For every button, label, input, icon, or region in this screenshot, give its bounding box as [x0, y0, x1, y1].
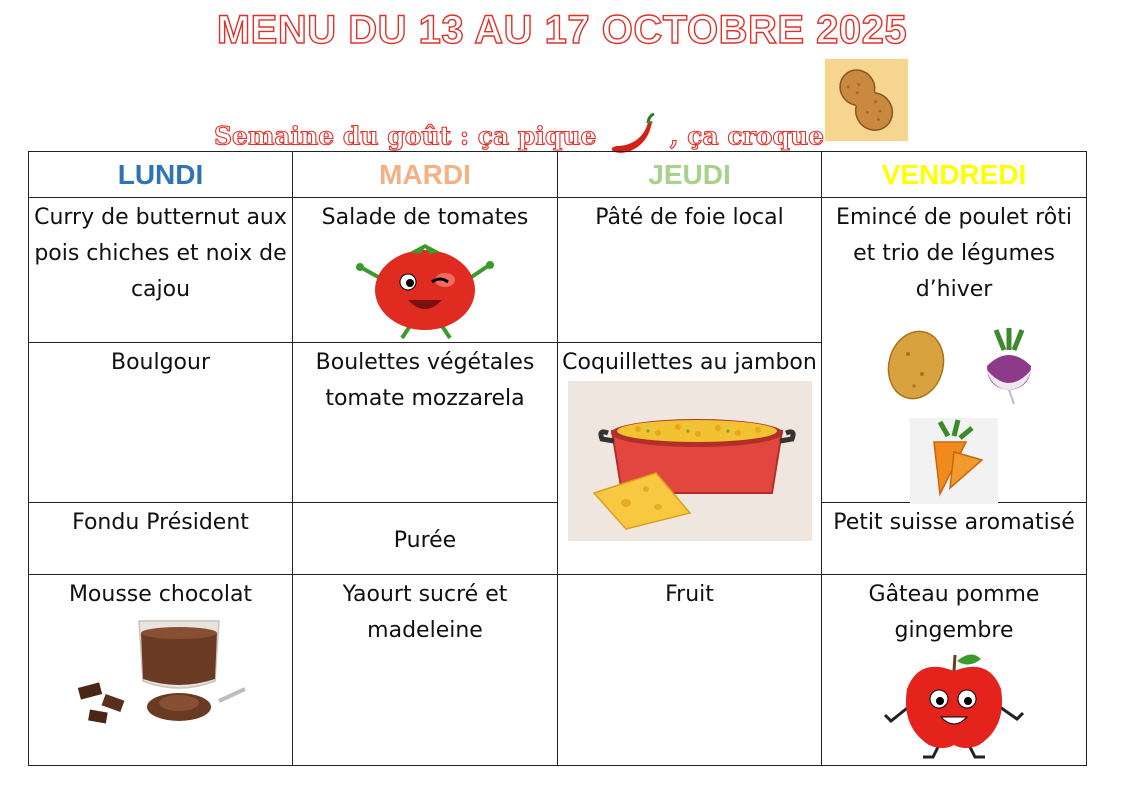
dish-text: Boulettes végétales tomate mozzarela	[315, 350, 535, 411]
dish-text: Curry de butternut aux pois chiches et noix de cajou	[34, 205, 287, 302]
cell-lundi-main	[29, 343, 293, 503]
carrot-icon	[910, 418, 998, 504]
cell-lundi-dessert	[29, 575, 293, 766]
day-header-jeudi: JEUDI	[558, 152, 822, 198]
cell-lundi-cheese	[29, 503, 293, 575]
dish-text: Yaourt sucré et madeleine	[342, 582, 508, 643]
dish-text: Coquillettes au jambon	[562, 350, 817, 375]
peanut-icon	[825, 59, 908, 141]
pasta-gratin-icon	[568, 381, 812, 541]
cell-jeudi-main	[558, 343, 822, 575]
subtitle-part1: Semaine du goût : ça pique	[214, 121, 597, 151]
cell-jeudi-starter	[558, 198, 822, 343]
turnip-icon	[982, 326, 1036, 406]
subtitle-part2: , ça croque	[669, 121, 825, 151]
dish-text: Salade de tomates	[321, 205, 529, 230]
potato-icon	[886, 328, 946, 402]
subtitle	[214, 112, 824, 152]
dish-text: Pâté de foie local	[595, 205, 784, 230]
dish-text: Petit suisse aromatisé	[833, 510, 1075, 535]
page-title: MENU DU 13 AU 17 OCTOBRE 2025	[216, 8, 908, 52]
chocolate-mousse-icon	[69, 615, 249, 735]
cell-mardi-cheese	[293, 503, 558, 575]
apple-icon	[879, 649, 1029, 761]
dish-text: Gâteau pomme gingembre	[868, 582, 1040, 643]
cell-vendredi-cheese	[822, 503, 1087, 575]
dish-text: Boulgour	[110, 350, 211, 375]
day-header-mardi: MARDI	[293, 152, 558, 198]
cell-mardi-dessert	[293, 575, 558, 766]
day-header-lundi: LUNDI	[29, 152, 293, 198]
menu-table	[28, 151, 1087, 766]
cell-mardi-starter	[293, 198, 558, 343]
dish-text: Fruit	[665, 582, 714, 607]
cell-vendredi-main	[822, 198, 1087, 503]
day-header-vendredi: VENDREDI	[822, 152, 1087, 198]
dish-text: Purée	[393, 528, 457, 553]
dish-text: Mousse chocolat	[68, 582, 253, 607]
dish-text: Fondu Président	[72, 510, 249, 535]
cell-mardi-main	[293, 343, 558, 503]
cell-jeudi-dessert	[558, 575, 822, 766]
dish-text: Emincé de poulet rôti et trio de légumes d’hiver	[836, 205, 1072, 302]
cell-lundi-starter	[29, 198, 293, 343]
tomato-icon	[350, 238, 500, 340]
cell-vendredi-dessert	[822, 575, 1087, 766]
